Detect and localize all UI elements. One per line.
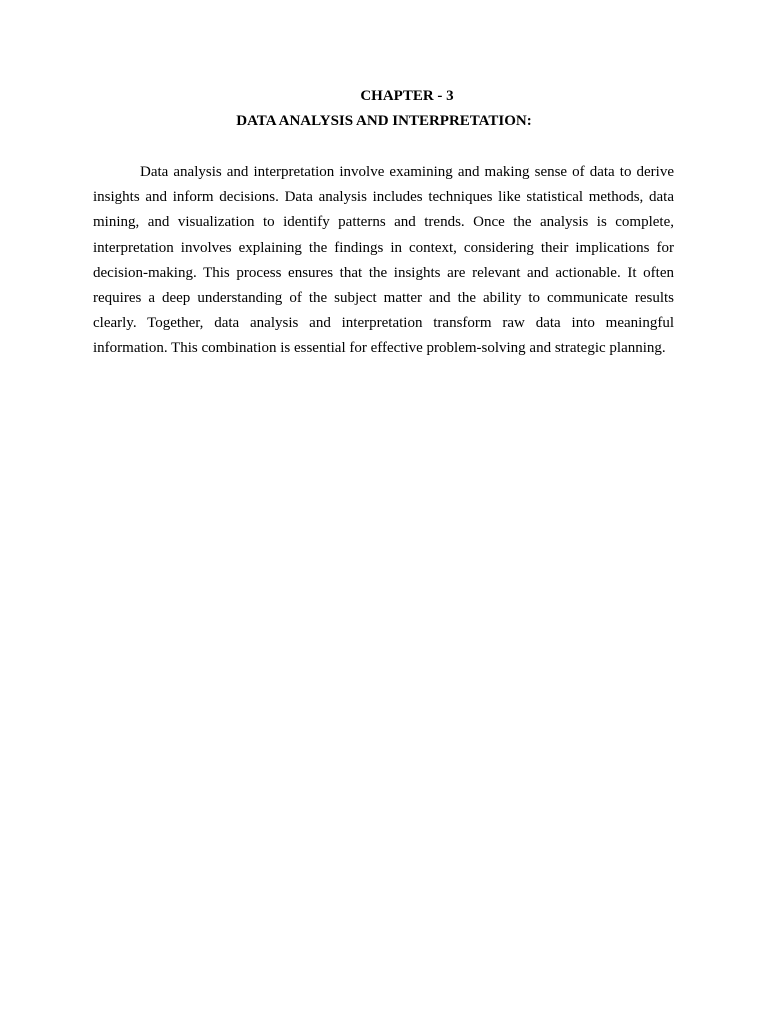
body-paragraph: Data analysis and interpretation involve examining and making sense of data to derive insights and inform decisions. Data analysis includes techniques like statistical methods, data mining, and visualization to identify patterns and trends. Once the analysis is complete, interpretation involves explaining the findings in context, considering their implications for decision-making. This process ensures that the insights are relevant and actionable. It often requires a deep understanding of the subject matter and the ability to communicate results clearly. Together, data analysis and interpretation transform raw data into meaningful information. This combination is essential for effective problem-solving and strategic planning. <box>93 164 674 357</box>
chapter-number: CHAPTER - 3 <box>360 88 454 104</box>
chapter-title: DATA ANALYSIS AND INTERPRETATION: <box>236 113 532 129</box>
